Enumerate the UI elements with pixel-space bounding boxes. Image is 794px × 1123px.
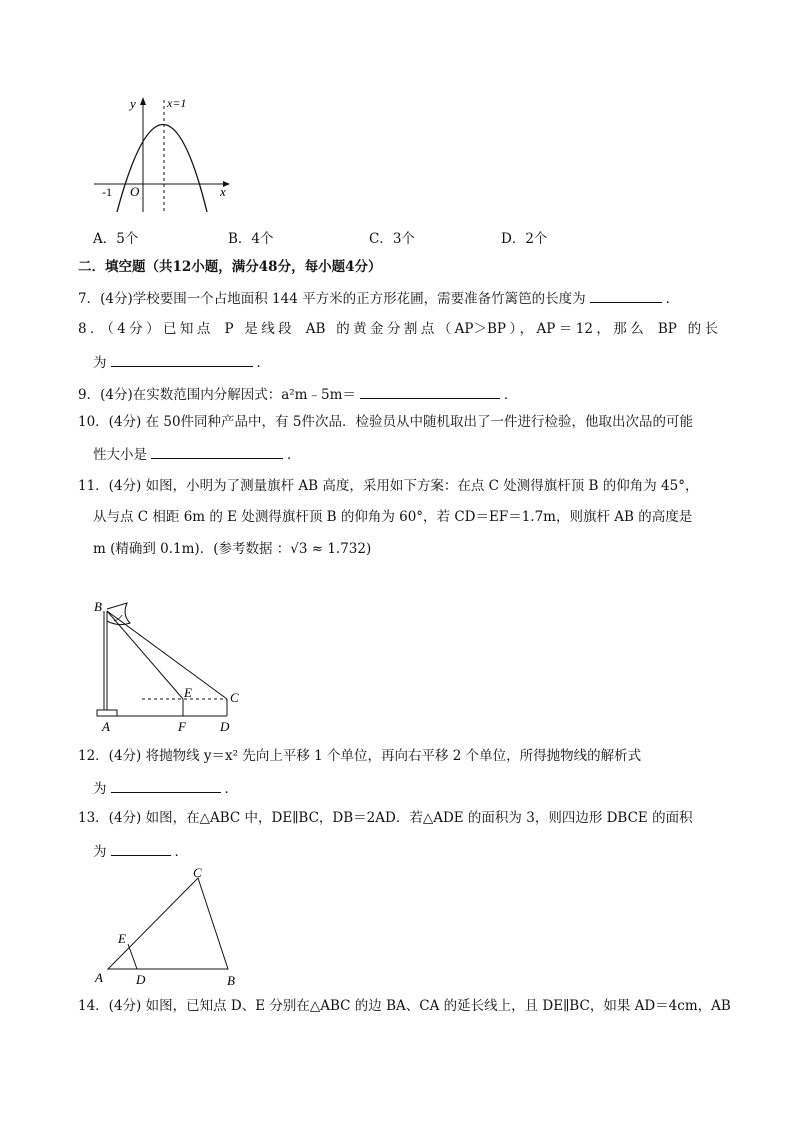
sight-line-be [107, 611, 183, 699]
option-a [93, 227, 138, 247]
option-text: 3个 [392, 231, 415, 247]
origin-label: O [130, 184, 140, 199]
symmetry-line-label: x=1 [167, 96, 187, 110]
option-letter: B． [228, 231, 252, 247]
pole-base [97, 710, 117, 716]
neg-one-label: -1 [102, 185, 112, 199]
question-score: (4分) [100, 291, 133, 307]
question-end: ． [287, 447, 301, 463]
question-12-line-1: 12．(4分) 将抛物线 y＝x² 先向上平移 1 个单位，再向右平移 2 个单位，所得抛物线的解析式 [78, 748, 642, 764]
answer-blank [360, 384, 500, 399]
question-number: 9． [78, 387, 101, 403]
option-text: 2个 [525, 231, 548, 247]
option-text: 5个 [116, 231, 139, 247]
question-7 [78, 288, 679, 308]
question-end: ． [665, 291, 680, 307]
question-14-line-1: 14．(4分) 如图，已知点 D、E 分别在△ABC 的边 BA、CA 的延长线上，且 DE∥BC，如果 AD＝4cm，AB [78, 998, 731, 1014]
segment-de [128, 944, 137, 969]
question-12-line-2 [93, 778, 238, 798]
question-10-line-2 [93, 444, 301, 464]
question-text: 学校要围一个占地面积 144 平方米的正方形花圃，需要准备竹篱笆的长度为 [132, 291, 586, 307]
question-end: ． [224, 781, 238, 797]
flagpole-figure [92, 597, 252, 739]
answer-blank [111, 352, 253, 367]
parabola-figure [90, 92, 240, 214]
question-8-line-2 [93, 352, 270, 372]
label-e: E [118, 931, 126, 946]
question-13-line-1: 13．(4分) 如图，在△ABC 中，DE∥BC，DB＝2AD．若△ADE 的面积为 3，则四边形 DBCE 的面积 [78, 810, 693, 826]
question-8-line-1: 8．（4分）已知点 P 是线段 AB 的黄金分割点（AP＞BP），AP＝12，那么 BP 的长 [78, 321, 718, 337]
label-c: C [193, 865, 202, 880]
option-letter: A． [93, 231, 117, 247]
question-end: ． [174, 844, 188, 860]
question-text: 性大小是 [93, 447, 147, 463]
option-d [501, 227, 547, 247]
question-text: 为 [93, 781, 107, 797]
question-number: 7． [78, 291, 101, 307]
question-end: ． [503, 387, 518, 403]
option-text: 4个 [251, 231, 274, 247]
label-a: A [95, 970, 103, 985]
question-9 [78, 384, 517, 404]
section-heading: 二．填空题（共12小题，满分48分，每小题4分） [78, 259, 382, 275]
question-text: 在实数范围内分解因式：a²m﹣5m＝ [132, 387, 356, 403]
question-text: 为 [93, 844, 107, 860]
answer-blank [151, 444, 283, 459]
answer-blank [111, 778, 221, 793]
question-11-line-3: m (精确到 0.1m)．(参考数据 ：√3 ≈ 1.732) [93, 541, 372, 557]
y-axis-label: y [130, 96, 136, 111]
label-f: F [178, 719, 186, 734]
question-score: (4分) [100, 387, 133, 403]
question-13-line-2 [93, 841, 188, 861]
triangle-figure [90, 864, 250, 990]
question-11-line-2: 从与点 C 相距 6m 的 E 处测得旗杆顶 B 的仰角为 60°，若 CD＝EF＝1.7m，则旗杆 AB 的高度是 [93, 509, 693, 525]
label-b: B [94, 599, 102, 614]
label-b: B [227, 973, 235, 988]
y-axis-arrow [140, 97, 146, 105]
question-end: ． [256, 355, 270, 371]
label-e: E [184, 685, 192, 700]
question-11-line-1: 11．(4分) 如图，小明为了测量旗杆 AB 高度，采用如下方案：在点 C 处测得旗杆顶 B 的仰角为 45°， [78, 478, 699, 494]
label-a: A [102, 719, 110, 734]
option-letter: C． [369, 231, 393, 247]
option-letter: D． [501, 231, 526, 247]
label-d: D [136, 972, 146, 987]
answer-blank [590, 288, 662, 303]
label-c: C [230, 690, 239, 705]
option-c [369, 227, 415, 247]
option-b [228, 227, 274, 247]
sight-line-bc [107, 611, 227, 699]
x-axis-label: x [220, 184, 226, 199]
question-text: 为 [93, 355, 107, 371]
triangle-abc [108, 878, 228, 969]
question-10-line-1: 10．(4分) 在 50件同种产品中，有 5件次品．检验员从中随机取出了一件进行检验，他取出次品的可能 [78, 414, 693, 430]
label-d: D [220, 719, 230, 734]
answer-blank [111, 841, 171, 856]
